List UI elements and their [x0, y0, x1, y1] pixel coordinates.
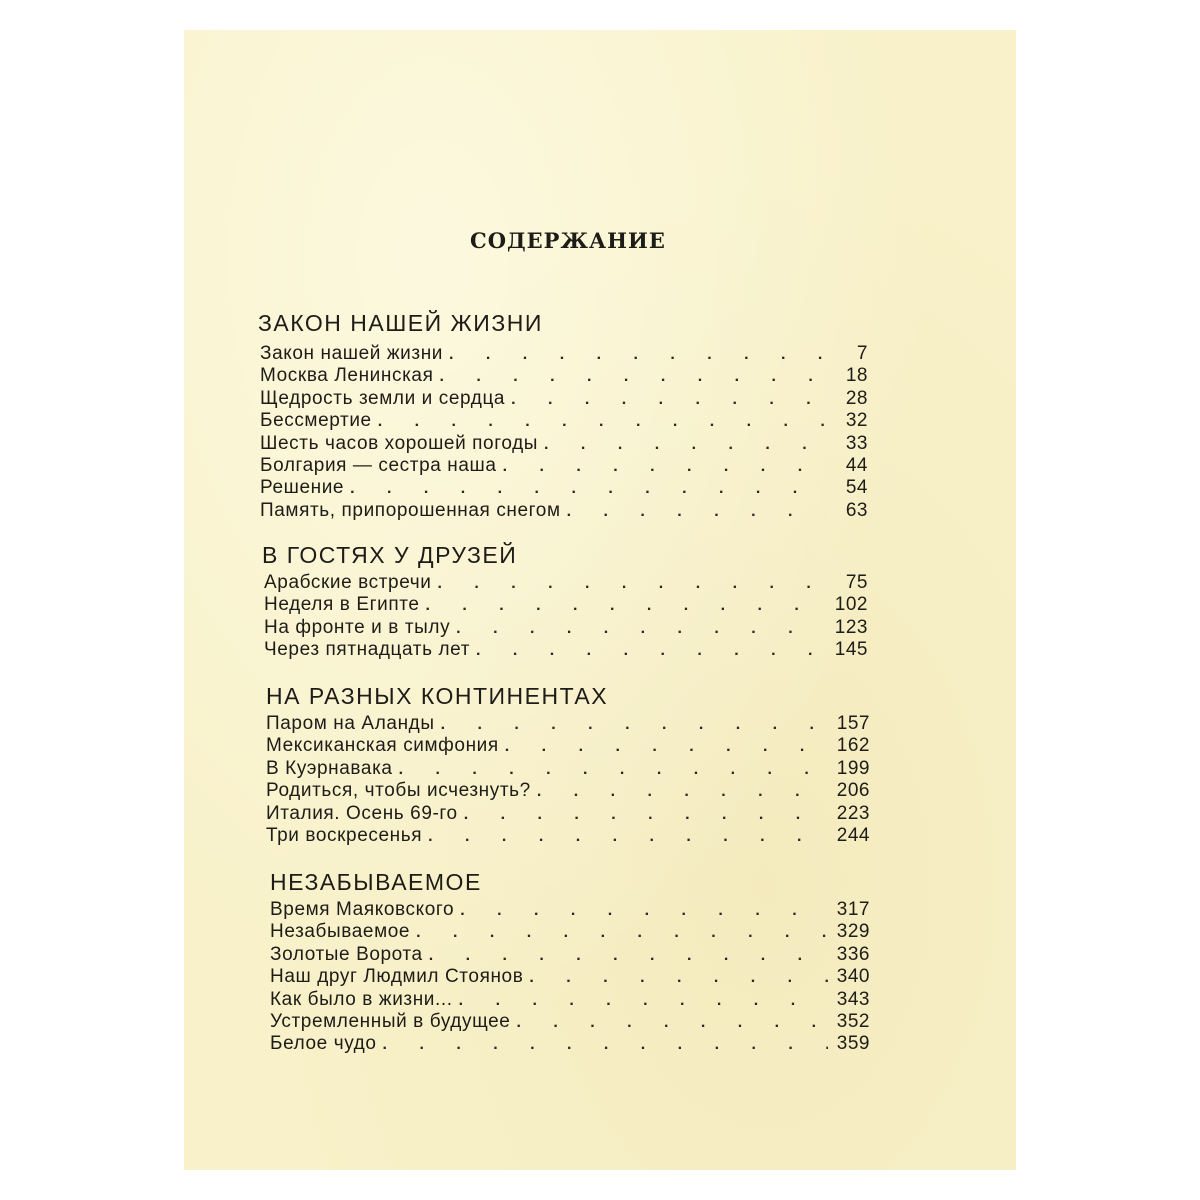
toc-entry — [270, 944, 870, 966]
entry-page: 32 — [845, 410, 868, 432]
dot-leader — [537, 781, 828, 803]
entry-page: 33 — [845, 432, 868, 454]
dot-leader — [456, 618, 826, 640]
toc-entry — [264, 594, 868, 616]
section-entries — [270, 899, 870, 1056]
entry-page: 123 — [834, 616, 868, 638]
dot-leader — [428, 826, 828, 848]
dot-leader — [425, 595, 826, 617]
entry-title: Москва Ленинская — [260, 365, 434, 387]
toc-entry — [264, 617, 868, 639]
dot-leader — [503, 456, 826, 478]
dot-leader — [511, 389, 826, 411]
toc-entry — [260, 365, 868, 387]
dot-leader — [459, 990, 828, 1012]
toc-entry — [260, 433, 868, 455]
section-title: НЕЗАБЫВАЕМОЕ — [270, 869, 482, 895]
entry-page: 244 — [836, 824, 870, 846]
toc-entry — [260, 343, 868, 365]
entry-page: 7 — [856, 343, 868, 364]
entry-page: 359 — [836, 1033, 870, 1055]
entry-title: Арабские встречи — [264, 572, 432, 593]
entry-title: Как было в жизни... — [270, 988, 453, 1010]
entry-title: Шесть часов хорошей погоды — [260, 432, 539, 454]
entry-page: 28 — [845, 387, 868, 409]
entry-title: Щедрость земли и сердца — [260, 387, 506, 409]
dot-leader — [460, 900, 828, 922]
dot-leader — [516, 1012, 828, 1034]
toc-entry — [270, 899, 870, 921]
dot-leader — [437, 573, 826, 595]
entry-title: Белое чудо — [270, 1033, 377, 1055]
entry-title: Золотые Ворота — [270, 943, 423, 965]
entry-title: Италия. Осень 69-го — [266, 802, 458, 824]
entry-page: 162 — [836, 735, 870, 757]
entry-title: Бессмертие — [260, 410, 372, 432]
dot-leader — [476, 640, 826, 662]
toc-entry — [266, 758, 870, 780]
entry-page: 206 — [836, 780, 870, 802]
entry-title: Паром на Аланды — [266, 713, 435, 734]
section-entries — [266, 713, 870, 847]
toc-entry — [270, 1011, 870, 1033]
dot-leader — [505, 736, 828, 758]
toc-entry — [270, 966, 870, 988]
section-title: В ГОСТЯХ У ДРУЗЕЙ — [262, 542, 518, 568]
dot-leader — [464, 804, 828, 826]
entry-page: 75 — [845, 572, 868, 593]
dot-leader — [383, 1034, 828, 1056]
entry-page: 336 — [836, 943, 870, 965]
entry-title: Болгария — сестра наша — [260, 454, 497, 476]
entry-page: 18 — [845, 365, 868, 387]
entry-title: Неделя в Египте — [264, 594, 420, 616]
toc-entry — [260, 455, 868, 477]
entry-title: Три воскресенья — [266, 824, 423, 846]
entry-page: 157 — [836, 713, 870, 734]
section-title: НА РАЗНЫХ КОНТИНЕНТАХ — [266, 683, 609, 709]
section-title: ЗАКОН НАШЕЙ ЖИЗНИ — [258, 310, 543, 336]
dot-leader — [544, 434, 826, 456]
entry-title: Через пятнадцать лет — [264, 639, 470, 661]
entry-page: 54 — [845, 477, 868, 499]
entry-page: 199 — [836, 757, 870, 779]
toc-entry — [266, 825, 870, 847]
toc-entry — [266, 735, 870, 757]
dot-leader — [350, 478, 826, 500]
entry-page: 340 — [836, 966, 870, 988]
entry-title: Мексиканская симфония — [266, 735, 499, 757]
entry-title: Решение — [260, 477, 345, 499]
entry-title: В Куэрнавака — [266, 757, 393, 779]
entry-page: 63 — [845, 499, 868, 521]
dot-leader — [399, 759, 828, 781]
dot-leader — [416, 922, 828, 944]
dot-leader — [529, 967, 828, 989]
entry-page: 102 — [834, 594, 868, 616]
section-entries — [264, 572, 868, 662]
toc-entry — [266, 780, 870, 802]
entry-title: Устремленный в будущее — [270, 1010, 511, 1032]
dot-leader — [449, 344, 826, 366]
entry-page: 223 — [836, 802, 870, 824]
entry-title: Время Маяковского — [270, 899, 455, 920]
toc-entry — [264, 572, 868, 594]
entry-title: Родиться, чтобы исчезнуть? — [266, 780, 531, 802]
entry-page: 343 — [836, 988, 870, 1010]
toc-entry — [270, 989, 870, 1011]
dot-leader — [429, 945, 828, 967]
entry-page: 145 — [834, 639, 868, 661]
toc-entry — [266, 713, 870, 735]
toc-entry — [260, 477, 868, 499]
dot-leader — [378, 411, 826, 433]
entry-title: Память, припорошенная снегом — [260, 499, 561, 521]
toc-entry — [260, 410, 868, 432]
toc-entry — [270, 921, 870, 943]
contents-heading: СОДЕРЖАНИЕ — [470, 228, 666, 253]
entry-page: 352 — [836, 1010, 870, 1032]
entry-title: Наш друг Людмил Стоянов — [270, 966, 524, 988]
toc-entry — [270, 1033, 870, 1055]
toc-entry — [260, 388, 868, 410]
entry-page: 329 — [836, 921, 870, 943]
toc-entry — [264, 639, 868, 661]
dot-leader — [439, 366, 826, 388]
section-entries — [260, 343, 868, 522]
entry-page: 317 — [836, 899, 870, 920]
entry-title: На фронте и в тылу — [264, 616, 451, 638]
entry-title: Закон нашей жизни — [260, 343, 444, 364]
entry-page: 44 — [845, 454, 868, 476]
dot-leader — [441, 714, 828, 736]
toc-entry — [266, 803, 870, 825]
entry-title: Незабываемое — [270, 921, 411, 943]
dot-leader — [567, 501, 826, 523]
toc-entry — [260, 500, 868, 522]
